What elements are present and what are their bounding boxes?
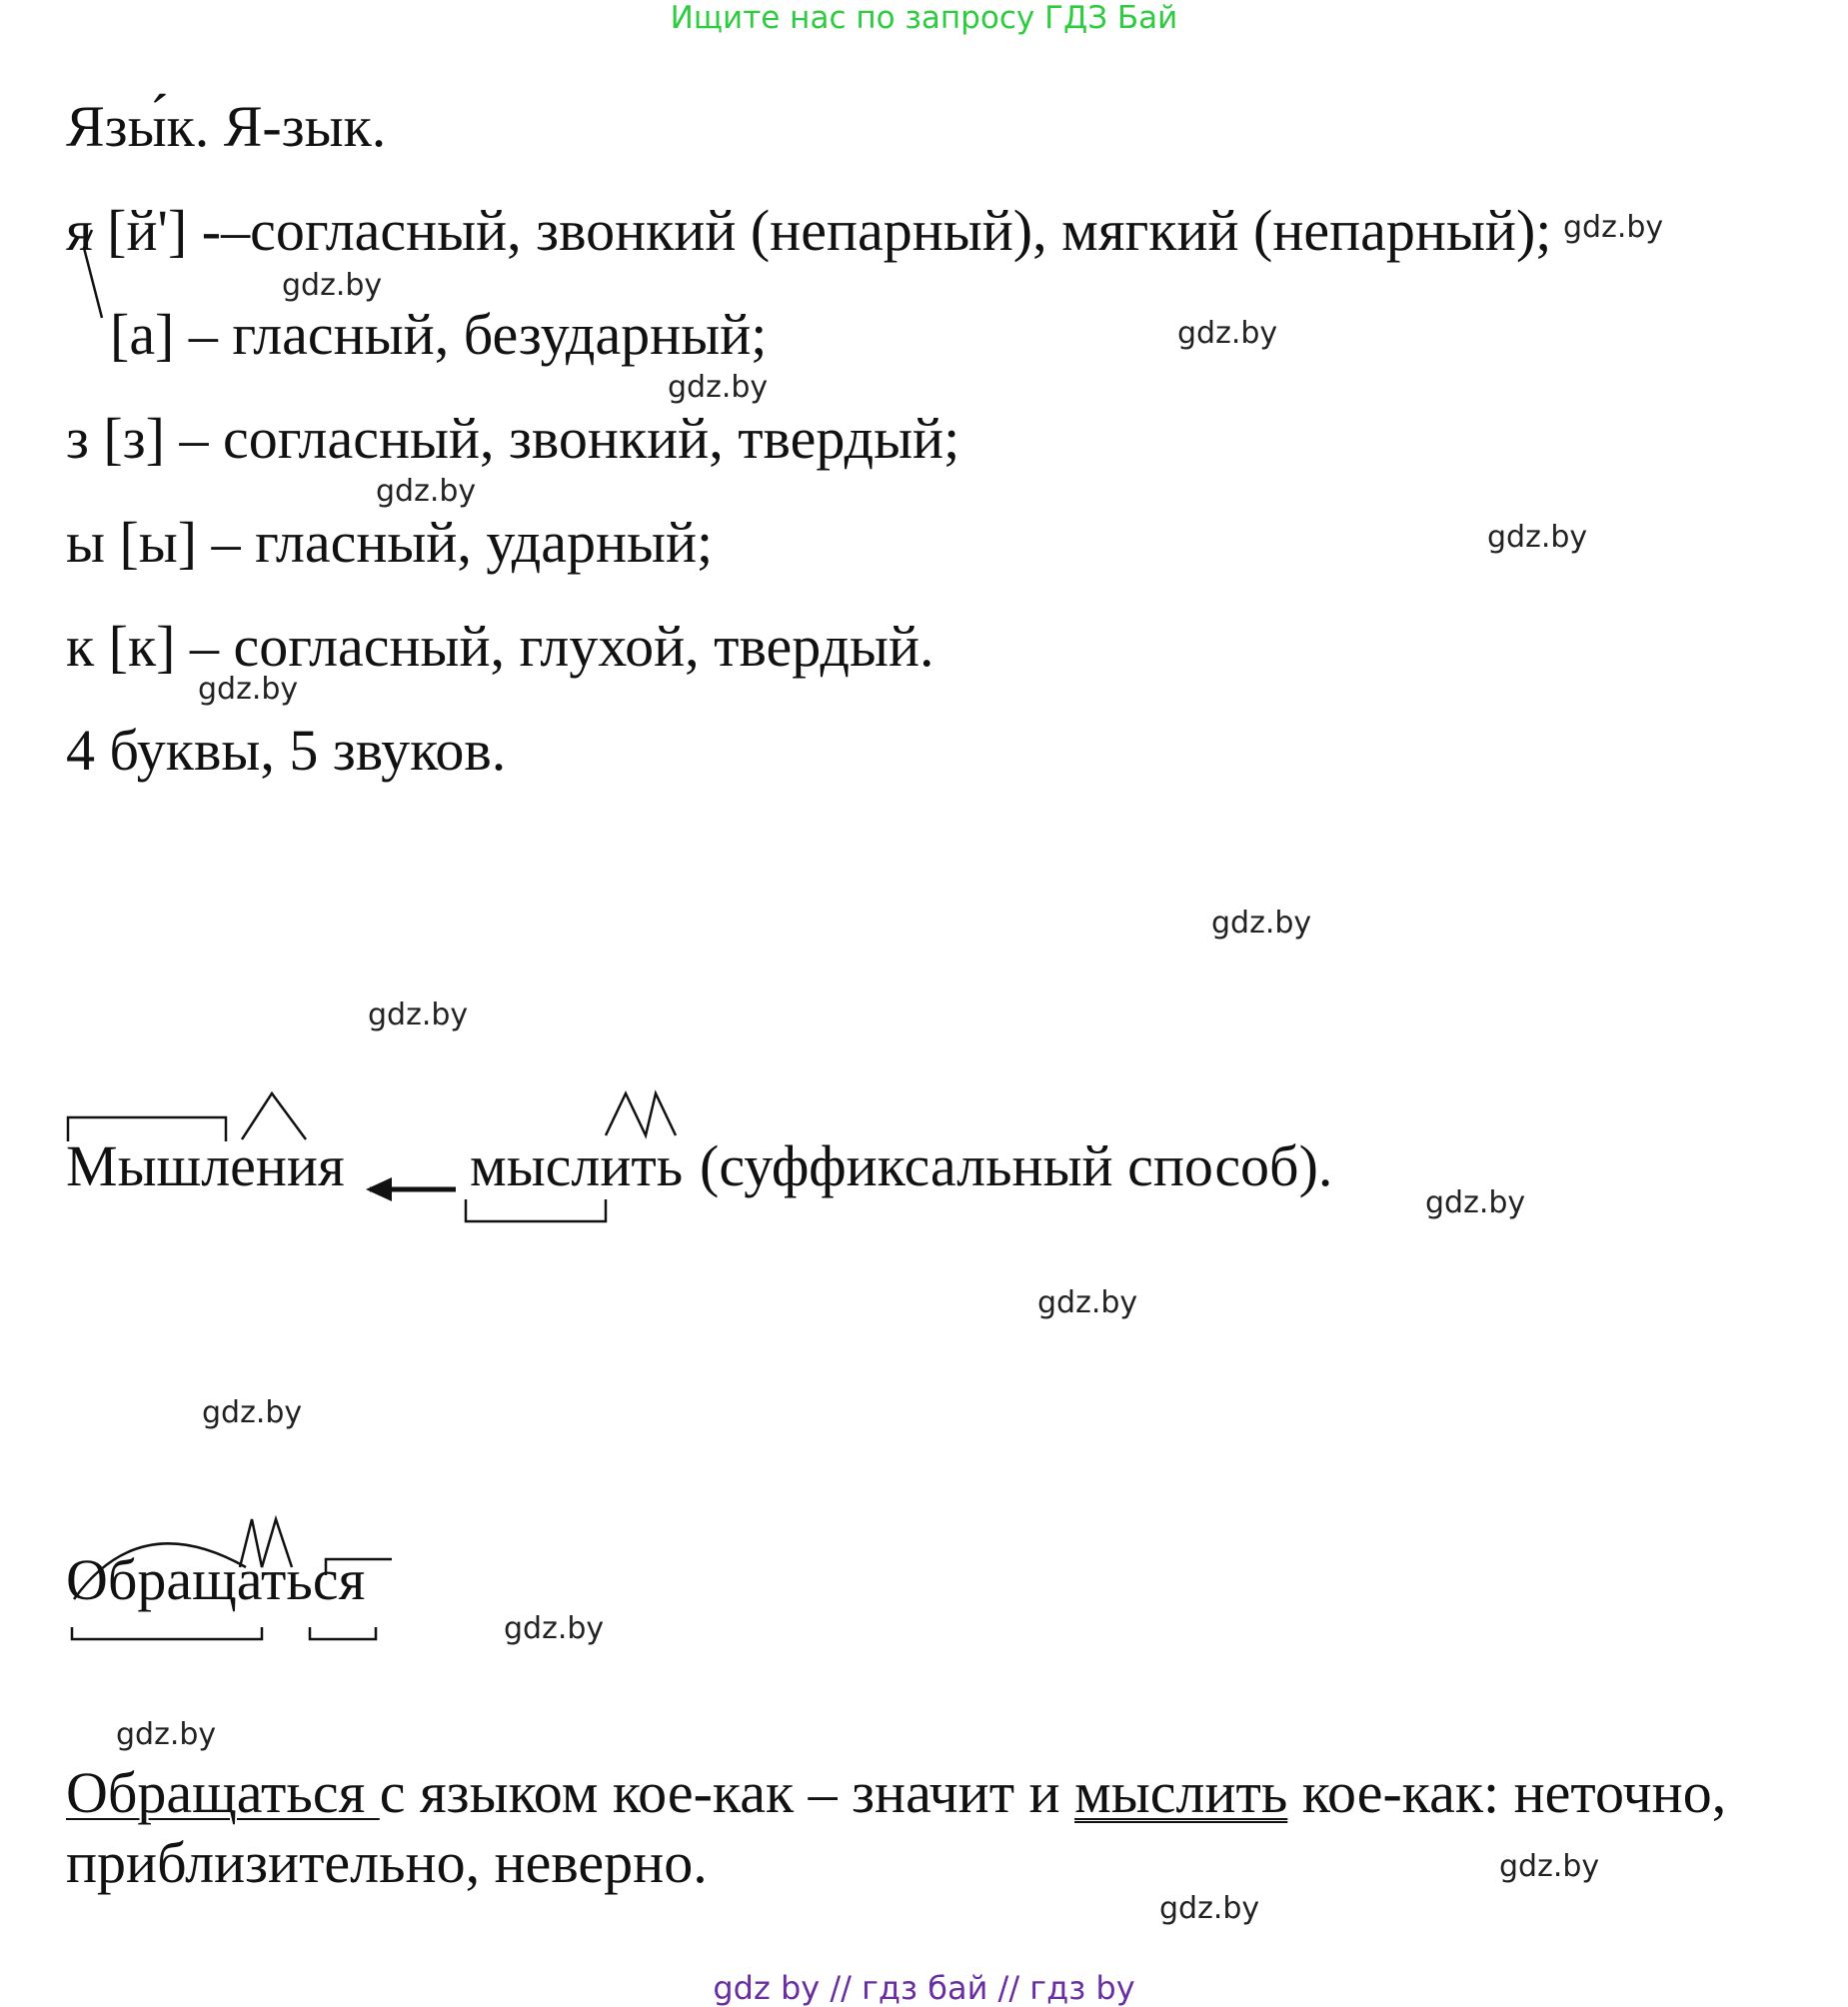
sentence-line-2: приблизительно, неверно. (66, 1830, 708, 1895)
soft-sign-stroke (84, 230, 102, 318)
top-banner: Ищите нас по запросу ГДЗ Бай (670, 0, 1178, 36)
sentence-word-myslit: мыслить (1074, 1760, 1288, 1825)
root-arc-icon (74, 1543, 246, 1599)
derivation-arrow-icon (366, 1177, 456, 1201)
root-underbracket-icon (466, 1199, 606, 1221)
watermark: gdz.by (668, 370, 769, 405)
word-heading: Язы́к. Я-зык. (66, 94, 387, 159)
watermark: gdz.by (368, 998, 469, 1032)
double-suffix-caret-icon (606, 1093, 676, 1135)
ending-underbracket-icon (310, 1627, 376, 1639)
bottom-banner: gdz by // гдз бай // гдз by (713, 1969, 1135, 2007)
letters-sounds-count: 4 буквы, 5 звуков. (66, 718, 507, 783)
watermark: gdz.by (198, 672, 299, 707)
suffix-caret-icon (242, 1093, 306, 1139)
phonetic-line-ya: я [й'] -–согласный, звонкий (непарный), мягкий (непарный); (66, 198, 1552, 263)
derived-word: Мышления (66, 1133, 345, 1198)
watermark: gdz.by (1159, 1891, 1260, 1926)
formation-method: (суффиксальный способ). (700, 1133, 1333, 1198)
watermark: gdz.by (202, 1395, 303, 1430)
watermark: gdz.by (282, 268, 383, 303)
root-bracket-icon (68, 1117, 226, 1141)
postfix-bracket-icon (326, 1559, 392, 1575)
source-word: мыслить (470, 1133, 684, 1198)
suffix-carets-icon (240, 1519, 292, 1567)
phonetic-line-y: ы [ы] – гласный, ударный; (66, 510, 714, 575)
watermark: gdz.by (1211, 906, 1312, 941)
phonetic-line-a: [а] – гласный, безударный; (110, 302, 768, 367)
watermark: gdz.by (1425, 1185, 1526, 1220)
phonetic-line-k: к [к] – согласный, глухой, твердый. (66, 614, 934, 679)
sentence-word-obrashchatsya: Обращаться (66, 1760, 380, 1825)
watermark: gdz.by (1563, 210, 1664, 245)
stem-underbracket-icon (72, 1627, 262, 1639)
watermark: gdz.by (1487, 520, 1588, 555)
sentence-part-1: с языком кое-как – значит и (379, 1760, 1075, 1825)
sentence-part-2: кое-как: неточно, (1287, 1760, 1727, 1825)
watermark: gdz.by (1499, 1849, 1600, 1884)
phonetic-line-z: з [з] – согласный, звонкий, твердый; (66, 406, 960, 471)
watermark: gdz.by (116, 1717, 217, 1752)
watermark: gdz.by (504, 1611, 605, 1646)
morpheme-word: Обращаться (66, 1547, 366, 1612)
watermark: gdz.by (1177, 316, 1278, 351)
watermark: gdz.by (1037, 1285, 1138, 1320)
watermark: gdz.by (376, 474, 477, 509)
